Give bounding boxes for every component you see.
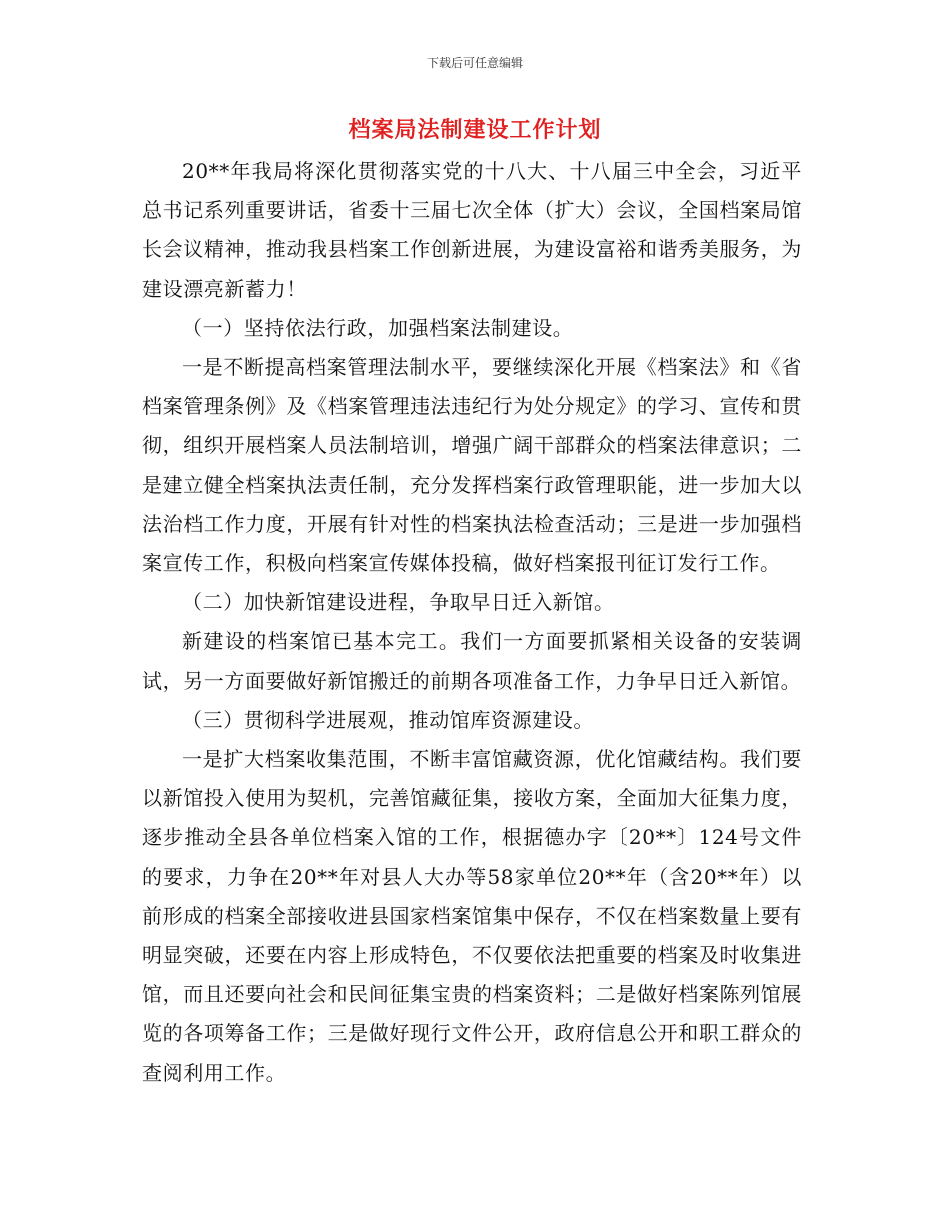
page-header-note: 下载后可任意编辑 [426,56,523,70]
section-1-paragraph: 一是不断提高档案管理法制水平，要继续深化开展《档案法》和《省档案管理条例》及《档案管理违法违纪行为处分规定》的学习、宣传和贯彻，组织开展档案人员法制培训，增强广阔干部群众的档案法律意识；二是建立健全档案执法责任制，充分发挥档案行政管理职能，进一步加大以法治档工作力度，开展有针对性的档案执法检查活动；三是进一步加强档案宣传工作，积极向档案宣传媒体投稿，做好档案报刊征订发行工作。 [142,355,802,576]
section-3-paragraph: 一是扩大档案收集范围，不断丰富馆藏资源，优化馆藏结构。我们要以新馆投入使用为契机，完善馆藏征集，接收方案，全面加大征集力度，逐步推动全县各单位档案入馆的工作，根据德办字〔20**〕124号文件的要求，力争在20**年对县人大办等58家单位20**年（含20**年）以前形成的档案全部接收进县国家档案馆集中保存，不仅在档案数量上要有明显突破，还要在内容上形成特色，不仅要依法把重要的档案及时收集进馆，而且还要向社会和民间征集宝贵的档案资料；二是做好档案陈列馆展览的各项筹备工作；三是做好现行文件公开，政府信息公开和职工群众的查阅利用工作。 [142,747,802,1085]
document-title: 档案局法制建设工作计划 [348,118,602,143]
document-body [142,152,802,1093]
section-heading-3: （三）贯彻科学进展观，推动馆库资源建设。 [182,707,594,732]
intro-paragraph: 20**年我局将深化贯彻落实党的十八大、十八届三中全会，习近平总书记系列重要讲话，省委十三届七次全体（扩大）会议，全国档案局馆长会议精神，推动我县档案工作创新进展，为建设富裕和谐秀美服务，为建设漂亮新蓄力！ [142,159,802,301]
section-2-paragraph: 新建设的档案馆已基本完工。我们一方面要抓紧相关设备的安装调试，另一方面要做好新馆搬迁的前期各项准备工作，力争早日迁入新馆。 [142,629,802,693]
section-heading-1: （一）坚持依法行政，加强档案法制建设。 [182,315,574,340]
section-heading-2: （二）加快新馆建设进程，争取早日迁入新馆。 [182,590,615,615]
